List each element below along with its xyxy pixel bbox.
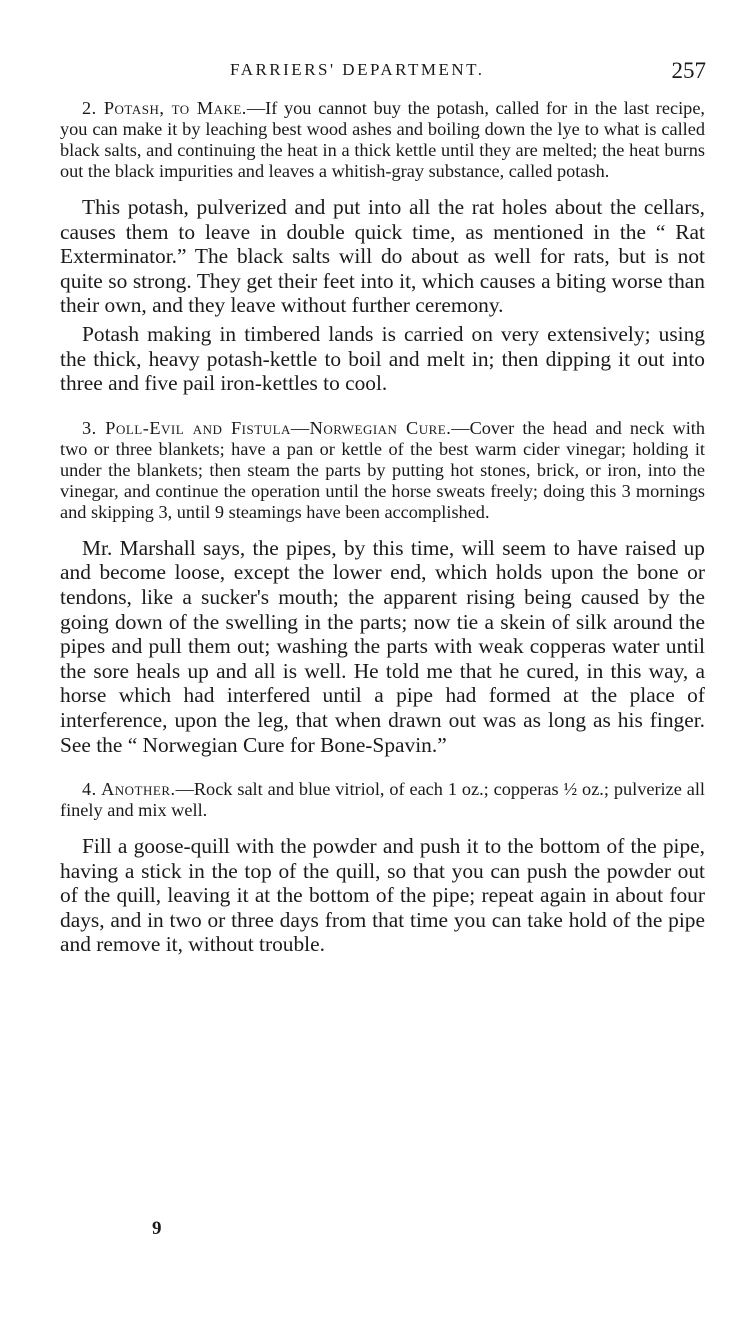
recipe-text: —If you cannot buy the potash, called for in the last recipe, you can make it by leaching best wood ashes and boiling down the lye to what is called black salts, and continuing the heat in a thick kettle until they are melted; the heat burns out the black impurities and leaves a whitish-gray substance, called potash. xyxy=(60,98,706,181)
page-body xyxy=(60,98,705,957)
paragraph: This potash, pulverized and put into all the rat holes about the cellars, causes them to leave in double quick time, as mentioned in the “ Rat Exterminator.” The black salts will do about as well for rats, but is not quite so strong. They get their feet into it, which causes a biting worse than their own, and they leave without further ceremony. xyxy=(60,195,705,318)
recipe-poll-evil xyxy=(60,418,705,523)
paragraph: Fill a goose-quill with the powder and push it to the bottom of the pipe, having a stick in the top of the quill, so that you can push the powder out of the quill, leaving it at the bottom of the pipe; repeat again in about four days, and in two or three days from that time you can take hold of the pipe and remove it, without trouble. xyxy=(60,834,705,957)
recipe-another xyxy=(60,779,705,821)
page-number: 257 xyxy=(671,58,706,83)
page-header xyxy=(60,60,712,92)
paragraph: Mr. Marshall says, the pipes, by this time, will seem to have raised up and become loose, except the lower end, which holds upon the bone or tendons, like a sucker's mouth; the apparent rising being caused by the going down of the swelling in the parts; now tie a skein of silk around the pipes and pull them out; washing the parts with weak copperas water until the sore heals up and all is well. He told me that he cured, in this way, a horse which had interfered until a pipe had formed at the place of interference, upon the leg, that when drawn out was as long as his finger. See the “ Norwegian Cure for Bone-Spavin.” xyxy=(60,535,705,757)
recipe-heading: 2. Potash, to Make. xyxy=(82,98,247,118)
signature-mark: 9 xyxy=(152,1218,162,1239)
running-head: FARRIERS' DEPARTMENT. xyxy=(230,60,485,79)
recipe-potash xyxy=(60,98,705,182)
recipe-text: —Cover the head and neck with two or three blankets; have a pan or kettle of the best warm cider vinegar; holding it under the blankets; then steam the parts by putting hot stones, brick, or iron, into the vinegar, and continue the operation until the horse sweats freely; doing this 3 mornings and skipping 3, until 9 steamings have been accomplished. xyxy=(60,417,705,522)
recipe-text: —Rock salt and blue vitriol, of each 1 oz.; copperas ½ oz.; pulverize all finely and mix well. xyxy=(60,779,705,821)
recipe-heading: 3. Poll-Evil and Fistula—Norwegian Cure. xyxy=(82,417,452,438)
paragraph: Potash making in timbered lands is carried on very extensively; using the thick, heavy potash-kettle to boil and melt in; then dipping it out into three and five pail iron-kettles to cool. xyxy=(60,321,705,396)
recipe-heading: 4. Another. xyxy=(82,779,176,800)
